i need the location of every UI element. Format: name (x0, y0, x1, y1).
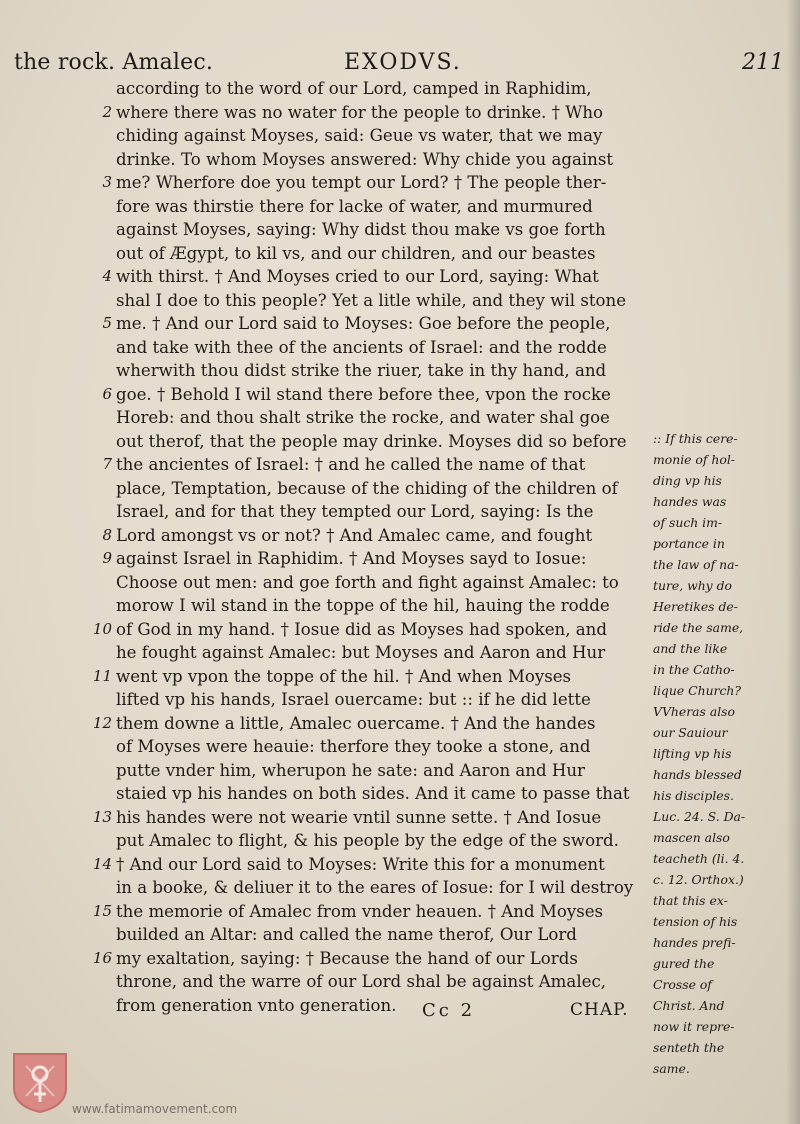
line-text: chiding against Moyses, said: Geue vs water, that we may (116, 126, 603, 145)
margin-note-line: senteth the (653, 1040, 725, 1055)
text-line (116, 289, 650, 313)
margin-note-line: of such im- (653, 515, 723, 530)
margin-note-line: Christ. And (653, 998, 725, 1013)
line-text: goe. † Behold I wil stand there before thee, vpon the rocke (116, 384, 611, 404)
text-line (116, 195, 650, 219)
margin-note-line: tension of his (653, 914, 738, 929)
text-line (116, 970, 650, 994)
margin-note-line: VVheras also (653, 704, 735, 719)
margin-note-line: Luc. 24. S. Da- (653, 809, 746, 824)
line-text: throne, and the warre of our Lord shal be against Amalec, (116, 972, 607, 991)
margin-note-line: gured the (653, 956, 715, 971)
line-text: me. † And our Lord said to Moyses: Goe before the people, (116, 314, 611, 333)
line-text: them downe a little, Amalec ouercame. † And the handes (116, 713, 596, 733)
line-text: put Amalec to flight, & his people by the edge of the sword. (116, 831, 619, 850)
text-line (116, 124, 650, 148)
margin-note-line: and the like (653, 641, 728, 656)
fatima-movement-logo-icon (12, 1052, 68, 1114)
line-text: place, Temptation, because of the chiding of the children of (116, 478, 618, 498)
text-line (92, 853, 650, 877)
margin-note-line: hands blessed (653, 767, 742, 782)
margin-note-line: our Sauiour (653, 725, 728, 740)
header-book-title: EXODVS. (344, 50, 462, 75)
verse-number: 10 (92, 619, 112, 638)
margin-note-line: :: If this cere- (653, 431, 738, 446)
line-text: me? Wherfore doe you tempt our Lord? † The people ther- (116, 173, 607, 192)
margin-note-line: monie of hol- (653, 452, 735, 467)
catchword: CHAP. (570, 1000, 629, 1020)
text-line (102, 171, 650, 195)
line-text: from generation vnto generation. (116, 995, 397, 1015)
verse-number: 4 (102, 267, 112, 285)
verse-number: 13 (92, 807, 112, 826)
page-number: 211 (742, 50, 784, 75)
line-text: went vp vpon the toppe of the hil. † And when Moyses (116, 666, 572, 686)
margin-note-line: teacheth (li. 4. (653, 851, 745, 866)
text-line (116, 688, 650, 712)
line-text: morow I wil stand in the toppe of the hil, hauing the rodde (116, 596, 610, 615)
line-text: Lord amongst vs or not? † And Amalec came, and fought (116, 525, 593, 545)
text-line (102, 547, 650, 571)
text-line (116, 571, 650, 595)
verse-number: 6 (102, 384, 112, 403)
line-text: and take with thee of the ancients of Israel: and the rodde (116, 337, 607, 357)
margin-note-line: ride the same, (653, 620, 744, 635)
header-left: the rock. Amalec. (14, 50, 214, 75)
line-text: Horeb: and thou shalt strike the rocke, and water shal goe (116, 408, 610, 427)
text-line (116, 336, 650, 360)
margin-note-line: lifting vp his (653, 746, 732, 761)
line-text: fore was thirstie there for lacke of water, and murmured (116, 196, 593, 216)
margin-note-line: Crosse of (653, 977, 712, 992)
text-line (102, 265, 650, 289)
line-text: according to the word of our Lord, camped in Raphidim, (116, 79, 592, 98)
margin-note-line: same. (653, 1061, 690, 1076)
text-line (102, 453, 650, 477)
margin-note-line: now it repre- (653, 1019, 735, 1034)
verse-number: 2 (102, 102, 112, 121)
line-text: against Moyses, saying: Why didst thou make vs goe forth (116, 220, 606, 239)
verse-number: 7 (102, 455, 112, 473)
line-text: builded an Altar: and called the name therof, Our Lord (116, 925, 577, 944)
text-line (116, 876, 650, 900)
text-line (92, 618, 650, 642)
line-text: of Moyses were heauie: therfore they tooke a stone, and (116, 737, 591, 756)
text-line (92, 947, 650, 971)
verse-number: 16 (92, 948, 112, 967)
text-line (116, 923, 650, 947)
margin-note-line: c. 12. Orthox.) (653, 872, 744, 887)
margin-note-line: portance in (653, 536, 725, 551)
margin-note-line: the law of na- (653, 557, 739, 572)
margin-note-line: handes prefi- (653, 935, 736, 950)
verse-number: 12 (92, 713, 112, 732)
margin-note-line: ture, why do (653, 578, 733, 593)
running-header (14, 50, 784, 80)
text-line (92, 665, 650, 689)
text-line (116, 359, 650, 383)
text-line (116, 218, 650, 242)
text-line (116, 641, 650, 665)
margin-note-line: Heretikes de- (653, 599, 738, 614)
line-text: Israel, and for that they tempted our Lord, saying: Is the (116, 502, 594, 521)
line-text: wherwith thou didst strike the riuer, take in thy hand, and (116, 361, 607, 380)
line-text: with thirst. † And Moyses cried to our Lord, saying: What (116, 267, 599, 286)
text-line (116, 782, 650, 806)
text-line (116, 430, 650, 454)
text-line (116, 77, 650, 101)
text-line (92, 900, 650, 924)
verse-number: 15 (92, 901, 112, 920)
line-text: of God in my hand. † Iosue did as Moyses had spoken, and (116, 619, 607, 639)
signature-mark: Cc 2 (422, 1000, 476, 1021)
margin-annotation (653, 428, 771, 1079)
verse-number: 8 (102, 525, 112, 544)
margin-note-line: handes was (653, 494, 727, 509)
text-line (102, 524, 650, 548)
text-line (116, 735, 650, 759)
margin-note-line: his disciples. (653, 788, 734, 803)
verse-number: 5 (102, 314, 112, 332)
line-text: he fought against Amalec: but Moyses and Aaron and Hur (116, 643, 606, 662)
text-line (102, 383, 650, 407)
main-text-column (92, 77, 650, 1017)
line-text: staied vp his handes on both sides. And it came to passe that (116, 784, 630, 803)
line-text: his handes were not wearie vntil sunne sette. † And Iosue (116, 807, 602, 827)
line-text: where there was no water for the people to drinke. † Who (116, 102, 604, 122)
margin-note-line: in the Catho- (653, 662, 735, 677)
text-line (116, 829, 650, 853)
line-text: shal I doe to this people? Yet a litle while, and they wil stone (116, 290, 627, 310)
line-text: the ancientes of Israel: † and he called the name of that (116, 455, 586, 474)
line-text: drinke. To whom Moyses answered: Why chide you against (116, 149, 614, 169)
line-text: putte vnder him, wherupon he sate: and Aaron and Hur (116, 760, 585, 780)
line-text: in a booke, & deliuer it to the eares of Iosue: for I wil destroy (116, 878, 634, 897)
line-text: out of Ægypt, to kil vs, and our children, and our beastes (116, 243, 596, 263)
text-line (116, 500, 650, 524)
text-line (92, 806, 650, 830)
line-text: † And our Lord said to Moyses: Write this for a monument (116, 854, 605, 874)
text-line (116, 242, 650, 266)
line-text: Choose out men: and goe forth and fight against Amalec: to (116, 572, 619, 592)
margin-note-line: mascen also (653, 830, 730, 845)
margin-note-line: that this ex- (653, 893, 728, 908)
text-line (92, 712, 650, 736)
margin-note-line: ding vp his (653, 473, 722, 488)
text-line (116, 477, 650, 501)
text-line (116, 406, 650, 430)
line-text: my exaltation, saying: † Because the hand of our Lords (116, 948, 578, 968)
verse-number: 3 (102, 173, 112, 191)
margin-note-line: lique Church? (653, 683, 742, 698)
verse-number: 9 (102, 549, 112, 567)
line-text: lifted vp his hands, Israel ouercame: but :: if he did lette (116, 690, 591, 709)
line-text: out therof, that the people may drinke. Moyses did so before (116, 431, 627, 451)
text-line (102, 312, 650, 336)
verse-number: 11 (92, 666, 112, 685)
line-text: against Israel in Raphidim. † And Moyses sayd to Iosue: (116, 549, 587, 568)
verse-number: 14 (92, 854, 112, 873)
text-line (102, 101, 650, 125)
line-text: the memorie of Amalec from vnder heauen. † And Moyses (116, 901, 604, 921)
text-line (116, 594, 650, 618)
text-line (116, 759, 650, 783)
footer-url: www.fatimamovement.com (72, 1102, 238, 1116)
page-fold-shadow (786, 0, 800, 1124)
text-line (116, 148, 650, 172)
